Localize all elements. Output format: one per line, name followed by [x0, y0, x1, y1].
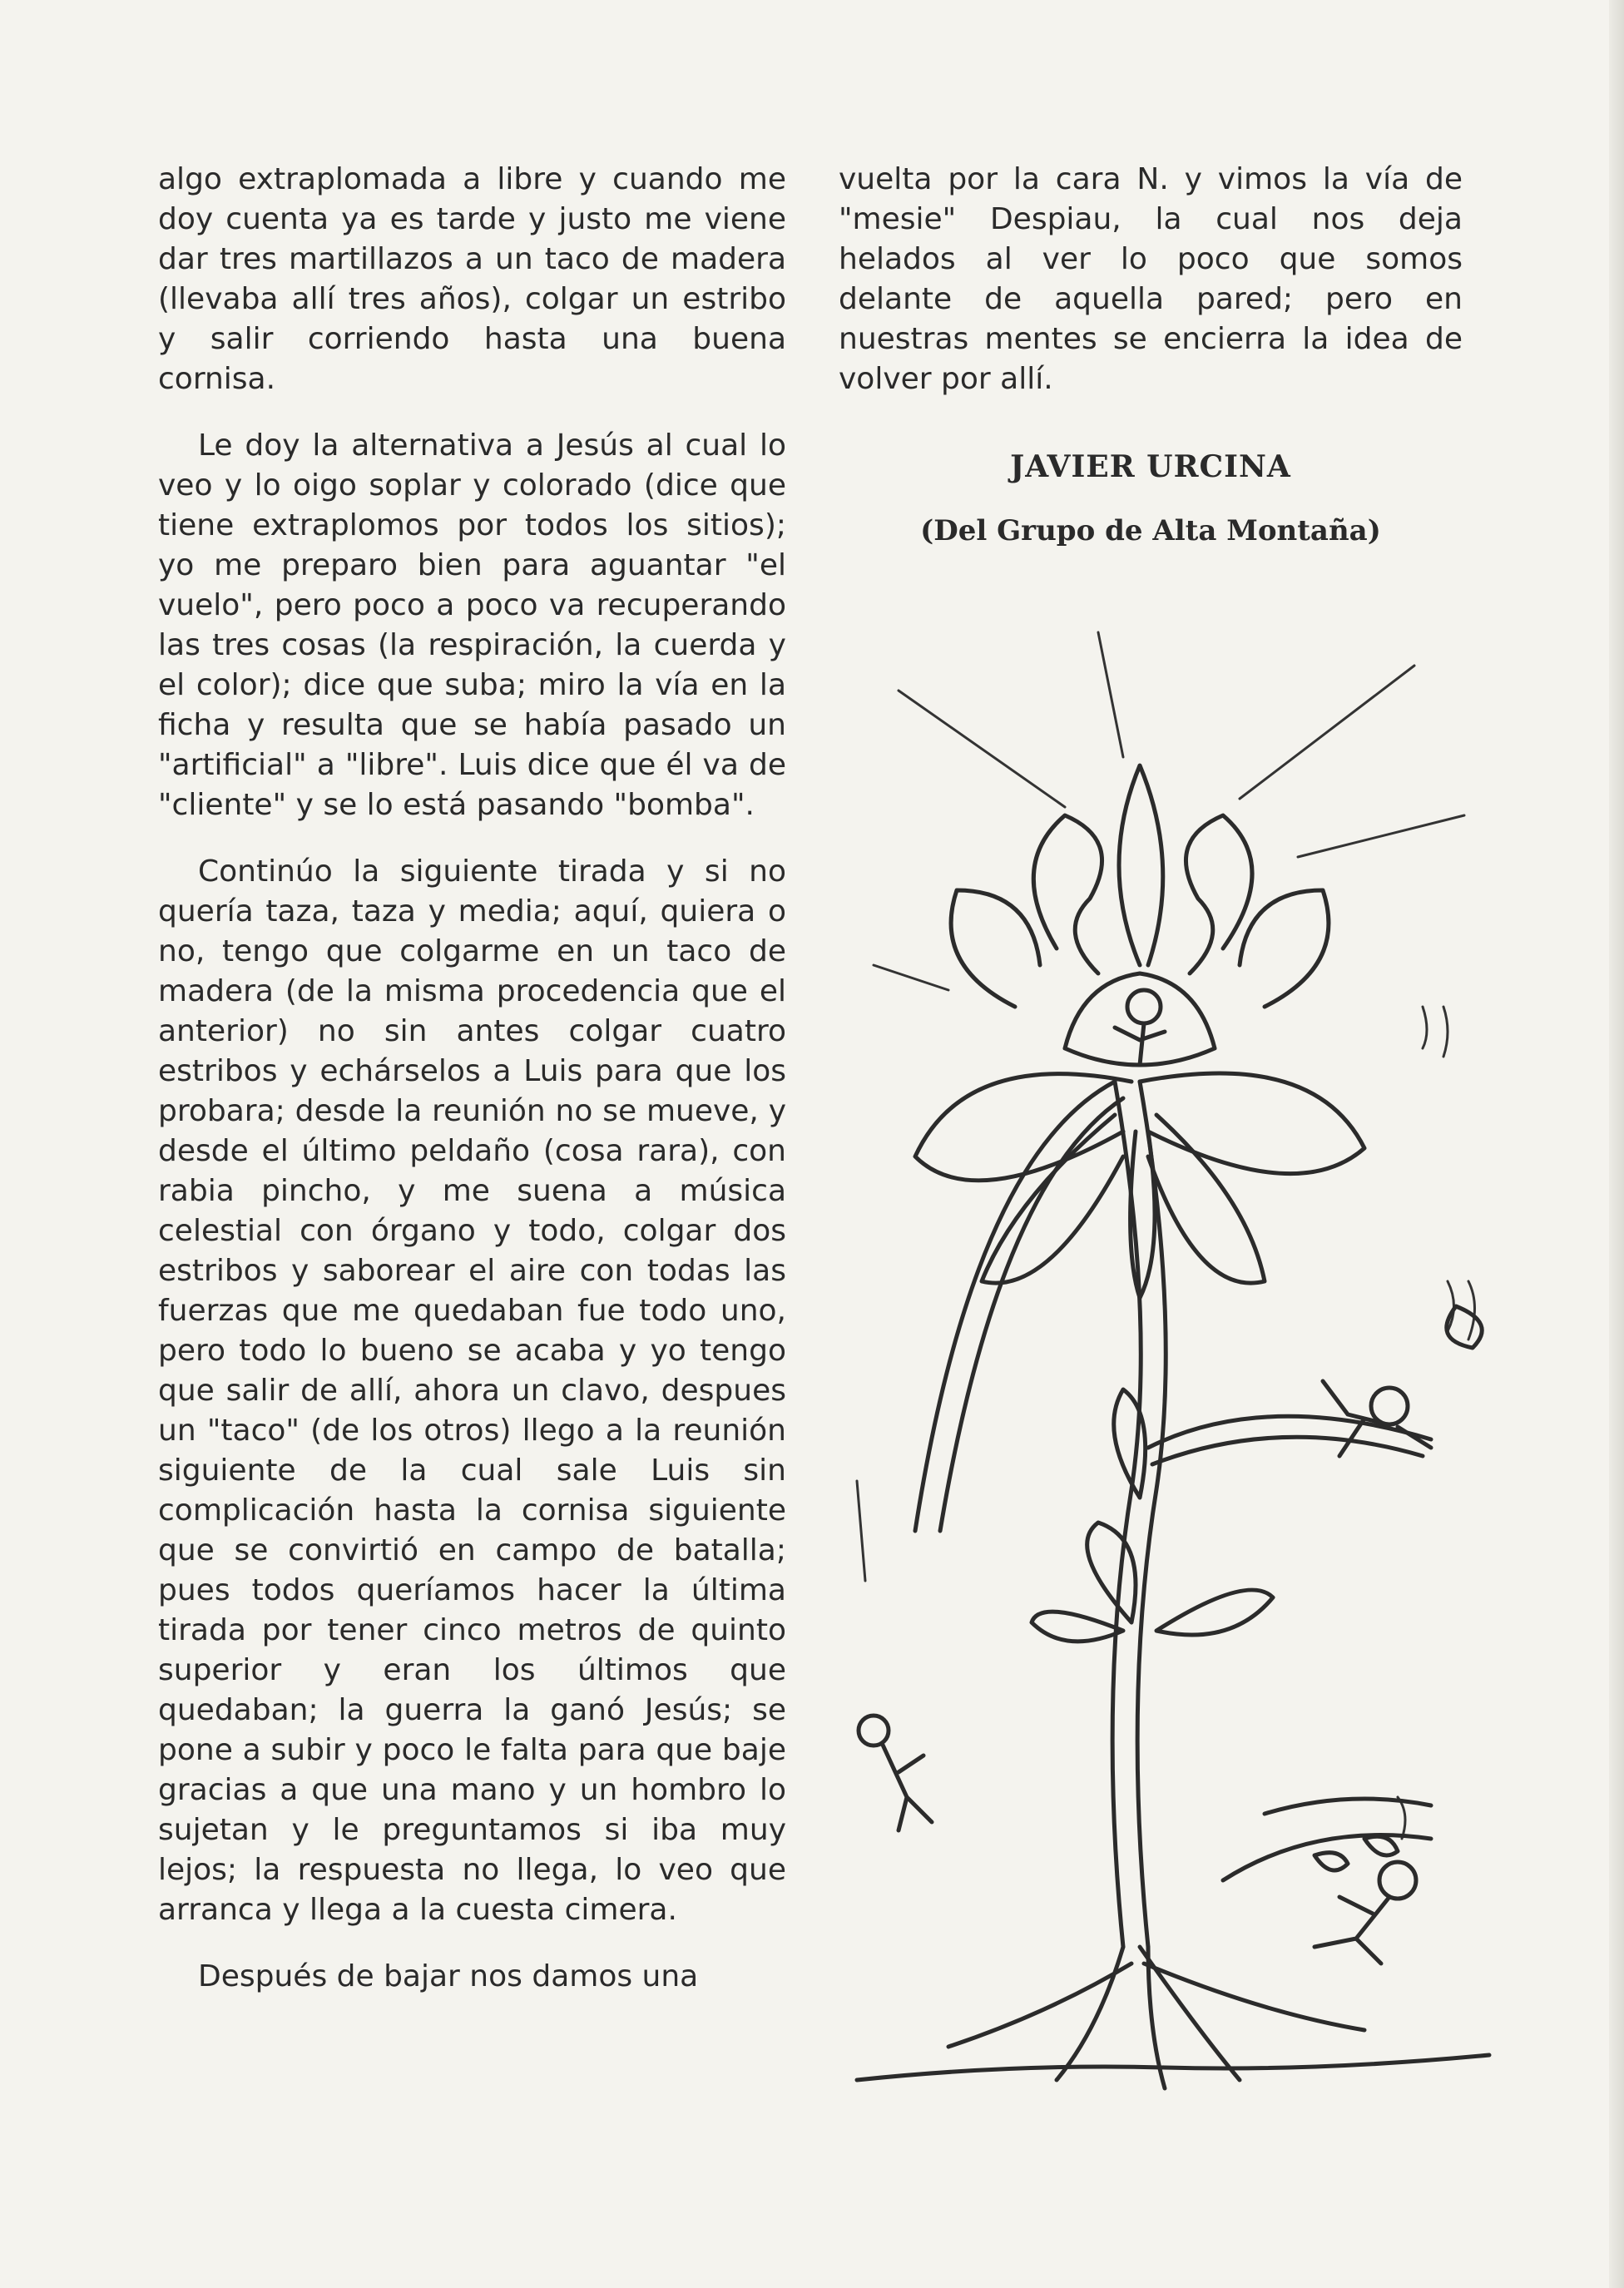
- right-column: [839, 160, 1463, 426]
- author-group: (Del Grupo de Alta Montaña): [920, 514, 1381, 547]
- paragraph: algo extraplomada a libre y cuando me doy cuenta ya es tarde y justo me viene dar tres martillazos a un taco de madera (llevaba allí tres años), colgar un estribo y salir corriendo hasta una buena cornisa.: [158, 162, 786, 396]
- left-column: [158, 160, 786, 2023]
- paragraph: Después de bajar nos damos una: [198, 1959, 699, 1993]
- cartoon-illustration: [849, 616, 1498, 2113]
- flower-drawing-icon: [849, 616, 1498, 2113]
- page-edge: [1609, 0, 1624, 2288]
- paragraph: Le doy la alternativa a Jesús al cual lo veo y lo oigo soplar y colorado (dice que tiene extraplomos por todos los sitios); yo me preparo bien para aguantar "el vuelo", pero poco a poco va recuperando las tres cosas (la respiración, la cuerda y el color); dice que suba; miro la vía en la ficha y resulta que se había pasado un "artificial" a "libre". Luis dice que él va de "cliente" y se lo está pasando "bomba".: [158, 428, 786, 822]
- author-name: JAVIER URCINA: [1010, 449, 1291, 484]
- paragraph: Continúo la siguiente tirada y si no quería taza, taza y media; aquí, quiera o no, tengo que colgarme en un taco de madera (de la misma procedencia que el anterior) no sin antes colgar cuatro estribos y echárselos a Luis para que los probara; desde la reunión no se mueve, y desde el último peldaño (cosa rara), con rabia pincho, y me suena a música celestial con órgano y todo, colgar dos estribos y saborear el aire con todas las fuerzas que me quedaban fue todo uno, pero todo lo bueno se acaba y yo tengo que salir de allí, ahora un clavo, despues un "taco" (de los otros) llego a la reunión siguiente de la cual sale Luis sin complicación hasta la cornisa siguiente que se convirtió en campo de batalla; pues todos queríamos hacer la última tirada por tener cinco metros de quinto superior y eran los últimos que quedaban; la guerra la ganó Jesús; se pone a subir y poco le falta para que baje gracias a que una mano y un hombro lo sujetan y le preguntamos si iba muy lejos; la respuesta no llega, lo veo que arranca y llega a la cuesta cimera.: [158, 854, 786, 1927]
- paragraph: vuelta por la cara N. y vimos la vía de "mesie" Despiau, la cual nos deja helados al ver lo poco que somos delante de aquella pared; pero en nuestras mentes se encierra la idea de volver por allí.: [839, 162, 1463, 396]
